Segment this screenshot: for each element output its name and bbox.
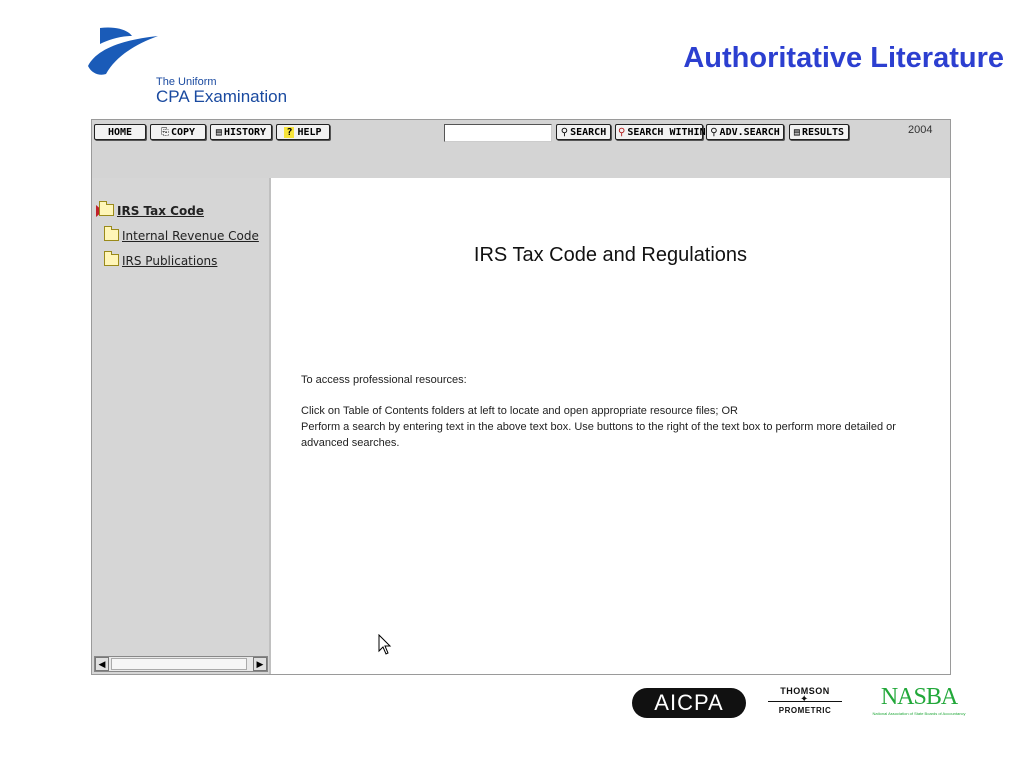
tree-item-internal-revenue-code[interactable]: [104, 229, 259, 243]
open-folder-icon: [99, 204, 114, 216]
nasba-tagline: National Association of State Boards of Accountancy: [872, 711, 966, 716]
copy-button[interactable]: [150, 124, 206, 140]
scroll-left-arrow-icon[interactable]: ◀: [95, 657, 109, 671]
thomson-text: THOMSON: [780, 686, 830, 696]
intro-text: To access professional resources:: [301, 374, 467, 386]
star-icon: ✦: [800, 694, 809, 705]
logo-line2: CPA Examination: [156, 87, 288, 106]
instruction-line-1: Click on Table of Contents folders at left to locate and open appropriate resource files; OR: [301, 405, 738, 417]
help-icon: ?: [286, 127, 293, 138]
sidebar-horizontal-scrollbar[interactable]: [94, 656, 268, 672]
logo-swoosh-icon: [86, 24, 166, 84]
scroll-thumb[interactable]: [111, 658, 247, 670]
help-button-label: HELP: [297, 127, 322, 138]
aicpa-logo-text: AICPA: [654, 690, 724, 715]
copy-icon: ⎘: [160, 127, 169, 138]
mouse-cursor-icon: [378, 634, 392, 656]
folder-icon: [104, 254, 119, 266]
search-within-button-label: SEARCH WITHIN: [627, 127, 706, 138]
scroll-right-arrow-icon[interactable]: ▶: [253, 657, 267, 671]
search-input[interactable]: [444, 124, 552, 142]
tree-item-irs-tax-code[interactable]: [96, 204, 204, 218]
search-within-button[interactable]: [615, 124, 706, 140]
copy-button-label: COPY: [170, 127, 196, 138]
history-button[interactable]: [210, 124, 272, 140]
results-button-label: RESULTS: [801, 127, 845, 138]
thomson-divider: [762, 696, 848, 706]
magnifier-icon: ⚲: [560, 127, 569, 138]
search-button[interactable]: [556, 124, 611, 140]
adv-search-button-label: ADV.SEARCH: [719, 127, 780, 138]
adv-search-button[interactable]: [706, 124, 784, 140]
toc-sidebar: [92, 178, 271, 674]
instruction-line-2: Perform a search by entering text in the above text box. Use buttons to the right of the text box to perform more detailed or: [301, 421, 896, 433]
instruction-line-3: advanced searches.: [301, 437, 400, 449]
aicpa-logo: [632, 688, 746, 718]
year-label: 2004: [908, 124, 933, 136]
home-button[interactable]: [94, 124, 146, 140]
thomson-prometric-logo: [762, 686, 848, 730]
tree-item-label: IRS Publications: [122, 254, 218, 268]
toolbar: [92, 120, 950, 178]
tree-item-label: Internal Revenue Code: [122, 229, 259, 243]
page-heading: IRS Tax Code and Regulations: [473, 244, 748, 266]
prometric-text: PROMETRIC: [778, 706, 832, 715]
tree-item-label: IRS Tax Code: [117, 204, 204, 218]
folder-icon: [104, 229, 119, 241]
tree-item-irs-publications[interactable]: [104, 254, 217, 268]
search-within-icon: ⚲: [618, 127, 626, 138]
slide-title: Authoritative Literature: [683, 42, 1004, 74]
adv-search-icon: ⚲: [710, 127, 718, 138]
logo-line1: The Uniform: [156, 76, 217, 88]
app-window: [91, 119, 951, 675]
nasba-text: NASBA: [880, 684, 958, 710]
history-button-label: HISTORY: [223, 127, 267, 138]
results-button[interactable]: [789, 124, 849, 140]
search-button-label: SEARCH: [570, 127, 607, 138]
help-button[interactable]: [276, 124, 330, 140]
nasba-logo: [864, 684, 974, 724]
results-icon: ▤: [793, 127, 800, 138]
history-icon: ▤: [215, 127, 222, 138]
home-button-label: HOME: [107, 127, 133, 138]
cpa-exam-logo: [86, 24, 306, 104]
content-pane: [271, 178, 950, 674]
